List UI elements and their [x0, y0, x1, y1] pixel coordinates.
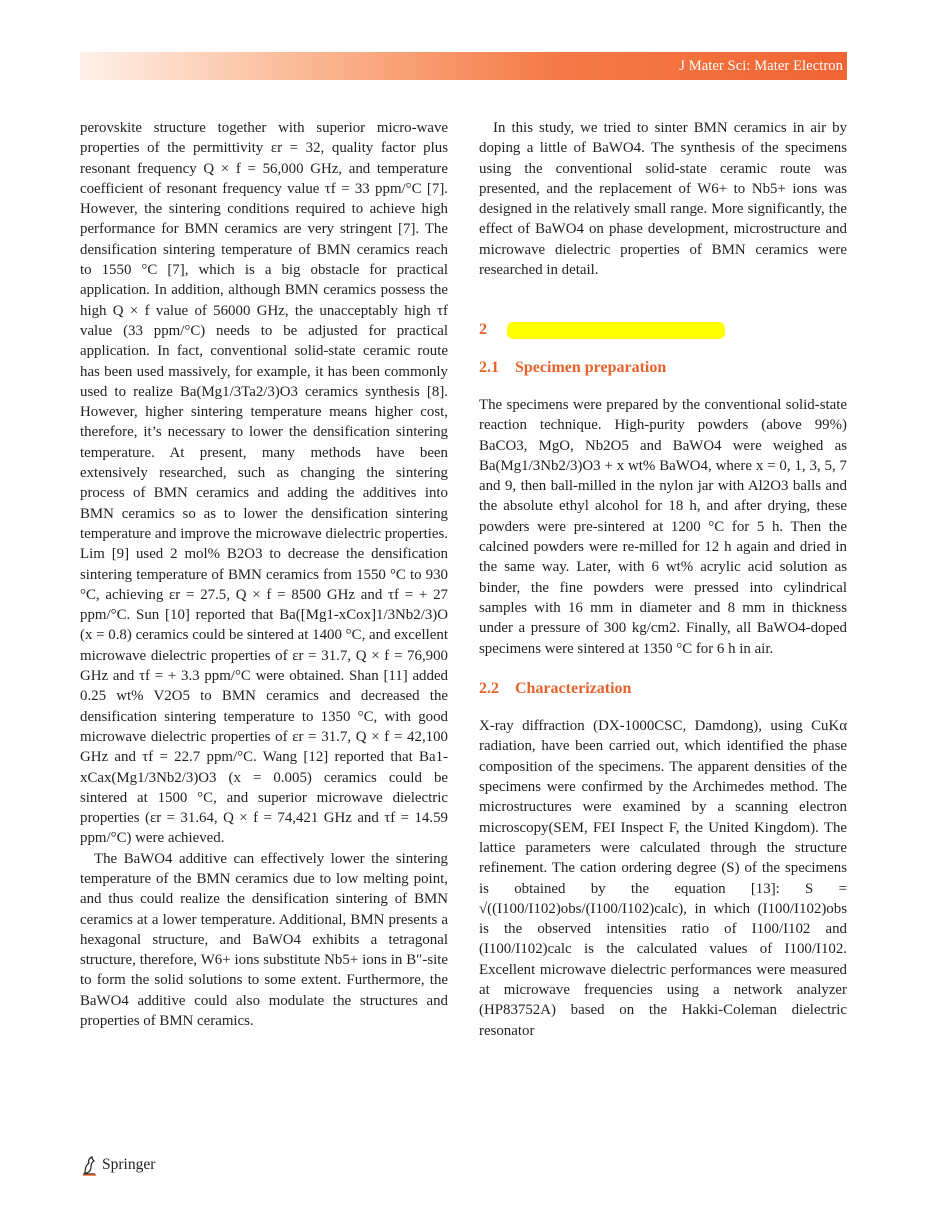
section-heading-2-2: [479, 679, 847, 699]
subsection-number: 2.1: [479, 358, 499, 376]
section-number: 2: [479, 321, 487, 339]
paragraph-intro-continued: perovskite structure together with superior micro-wave properties of the permittivity εr = 32, quality factor plus resonant frequency Q × f = 56,000 GHz, and temperature coefficient of resonant frequency value τf = 33 ppm/°C [7]. However, the sintering conditions required to achieve high performance for BMN ceramics are very stringent [7]. The densification sintering temperature of BMN ceramics reach to 1550 °C [7], which is a big obstacle for practical application. In addition, although BMN ceramics possess the high Q × f value of 56000 GHz, the unacceptably high τf value (33 ppm/°C) needs to be adjusted for practical application. In fact, conventional solid-state ceramic route has been used massively, for example, it has been commonly used to realize Ba(Mg1/3Ta2/3)O3 ceramics synthesis [8]. However, higher sintering temperature means higher cost, therefore, it’s necessary to lower the densification sintering temperature. At present, many methods have been extensively researched, such as changing the sintering process of BMN ceramics and adding the additives into BMN ceramics so as to lower the densification sintering temperature and improve the microwave dielectric properties. Lim [9] used 2 mol% B2O3 to decrease the densification sintering temperature of BMN ceramics from 1550 °C to 930 °C, achieving εr = 27.5, Q × f = 8500 GHz and τf = + 27 ppm/°C. Sun [10] reported that Ba([Mg1-xCox]1/3Nb2/3)O (x = 0.8) ceramics could be sintered at 1400 °C, and excellent microwave dielectric properties of εr = 31.7, Q × f = 76,900 GHz and τf = + 3.3 ppm/°C were obtained. Shan [11] added 0.25 wt% V2O5 to BMN ceramics and decreased the densification sintering temperature to 1350 °C, with good microwave dielectric properties of εr = 31.7, Q × f = 42,100 GHz and τf = 22.7 ppm/°C. Wang [12] reported that Ba1-xCax(Mg1/3Nb2/3)O3 (x = 0.005) ceramics could be sintered at 1500 °C, and superior microwave dielectric properties (εr = 31.64, Q × f = 74,421 GHz and τf = 14.59 ppm/°C) were achieved.: [80, 120, 448, 847]
running-header: [80, 52, 847, 80]
subsection-number: 2.2: [479, 679, 499, 697]
section-heading-2: [479, 320, 847, 340]
highlight-redaction: [507, 322, 725, 339]
paragraph-characterization: X-ray diffraction (DX-1000CSC, Damdong), using CuKα radiation, have been carried out, which identified the phase composition of the specimens. The apparent densities of the specimens were confirmed by the Archimedes method. The microstructures were examined by a scanning electron microscopy(SEM, FEI Inspect F, the United Kingdom). The lattice parameters were calculated through the structure refinement. The cation ordering degree (S) of the specimens is obtained by the equation [13]: S = √((I100/I102)obs/(I100/I102)calc), in which (I100/I102)obs is the observed intensities ratio of I100/I102 and (I100/I102)calc is the calculated values of I100/I102. Excellent microwave dielectric performances were measured at microwave frequencies using a network analyzer (HP83752A) based on the Hakki-Coleman dielectric resonator: [479, 718, 847, 1039]
right-column: [479, 118, 847, 1041]
paragraph-specimen-preparation: The specimens were prepared by the conventional solid-state reaction technique. High-purity powders (above 99%) BaCO3, MgO, Nb2O5 and BaWO4 were weighed as Ba(Mg1/3Nb2/3)O3 + x wt% BaWO4, where x = 0, 1, 3, 5, 7 and 9, then ball-milled in the nylon jar with Al2O3 balls and the absolute ethyl alcohol for 18 h, and after drying, these powders were pre-sintered at 1200 °C for 5 h. Then the calcined powders were re-milled for 12 h again and dried in the same way. Later, with 6 wt% acrylic acid solution as binder, the fine powders were pressed into cylindrical samples with 16 mm in diameter and 8 mm in thickness under a pressure of 300 kg/cm2. Finally, all BaWO4-doped specimens were sintered at 1350 °C for 6 h in air.: [479, 396, 847, 657]
paragraph-study-aim: In this study, we tried to sinter BMN ceramics in air by doping a little of BaWO4. The synthesis of the specimens using the conventional solid-state ceramic route was presented, and the replacement of W6+ to Nb5+ ions was designed in the relatively small range. More significantly, the effect of BaWO4 on phase development, microstructure and microwave dielectric properties of BMN ceramics were researched in detail.: [479, 120, 847, 279]
journal-title: J Mater Sci: Mater Electron: [679, 58, 843, 74]
left-column: [80, 118, 448, 1031]
subsection-title: Specimen preparation: [515, 358, 667, 376]
publisher-name: Springer: [102, 1156, 156, 1173]
paragraph-bawo4-additive: The BaWO4 additive can effectively lower the sintering temperature of the BMN ceramics due to low melting point, and thus could realize the densification sintering of BMN ceramics at a lower temperature. Additional, BMN presents a hexagonal structure, and BaWO4 exhibits a tetragonal structure, therefore, W6+ ions substitute Nb5+ ions in B″-site to form the solid solutions to some extent. Furthermore, the BaWO4 additive could also modulate the structures and properties of BMN ceramics.: [80, 850, 448, 1030]
subsection-title: Characterization: [515, 679, 632, 697]
springer-horse-icon: [80, 1154, 98, 1176]
footer: [80, 1154, 155, 1176]
section-heading-2-1: [479, 358, 847, 378]
